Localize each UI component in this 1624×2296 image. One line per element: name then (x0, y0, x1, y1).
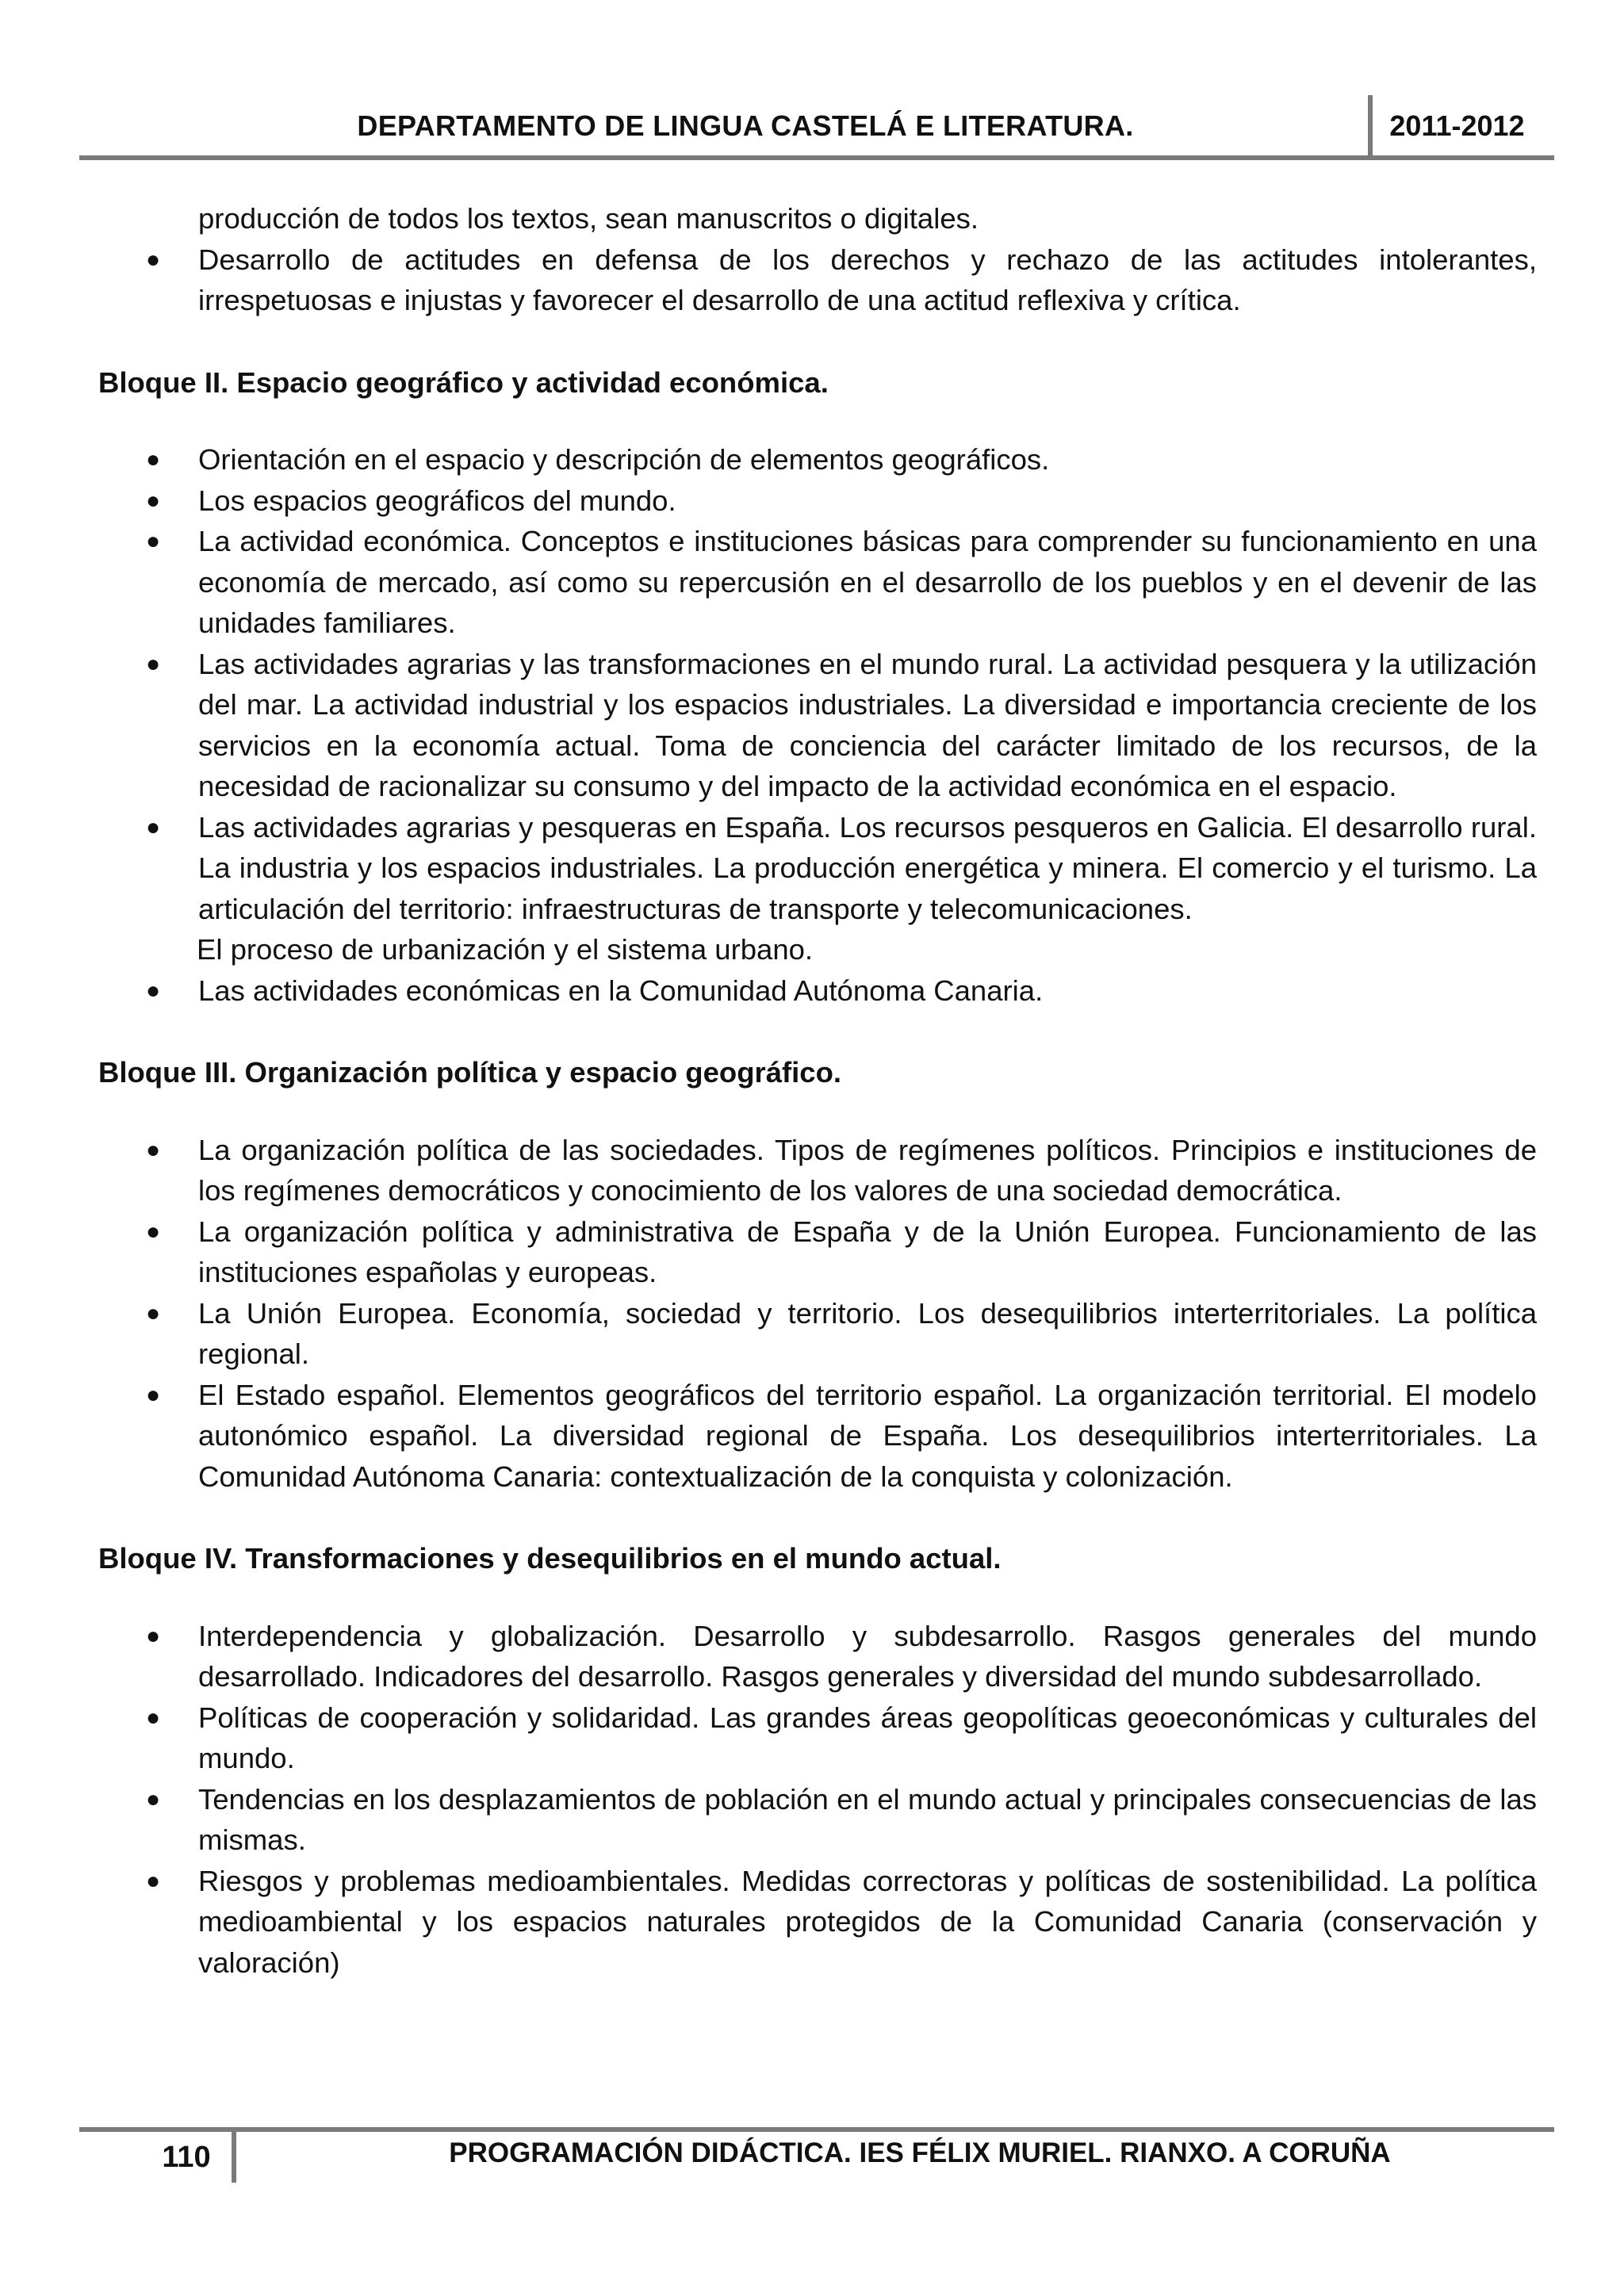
list-item: ● Las actividades económicas en la Comunidad Autónoma Canaria. (98, 970, 1537, 1012)
page-number: 110 (162, 2141, 211, 2174)
bloque-4-list (98, 1616, 1537, 1984)
list-item: ● Tendencias en los desplazamientos de población en el mundo actual y principales consecuencias de las mismas. (98, 1779, 1537, 1861)
bullet-icon: ● (146, 1299, 161, 1326)
page-header-title: DEPARTAMENTO DE LINGUA CASTELÁ E LITERATURA. (357, 109, 1134, 142)
extra-line: El proceso de urbanización y el sistema urbano. (197, 933, 814, 966)
section-heading-bloque-2: Bloque II. Espacio geográfico y actividad económica. (98, 365, 829, 399)
bullet-icon: ● (146, 813, 161, 840)
header-rule (79, 155, 1554, 160)
footer-rule (79, 2127, 1554, 2132)
section-heading-bloque-3: Bloque III. Organización política y espacio geográfico. (98, 1056, 842, 1089)
list-item: ● Las actividades agrarias y pesqueras en España. Los recursos pesqueros en Galicia. El desarrollo rural. La industria y los espacios industriales. La producción energética y minera. El comercio y el turismo. La articulación del territorio: infraestructuras de transporte y telecomunicaciones. (98, 807, 1537, 930)
document-body (98, 198, 1537, 1983)
continued-text: producción de todos los textos, sean manuscritos o digitales. (198, 202, 979, 235)
bullet-icon: ● (146, 1622, 161, 1649)
bullet-icon: ● (146, 650, 161, 677)
header-divider-vertical (1368, 95, 1373, 159)
list-item: ● Desarrollo de actitudes en defensa de los derechos y rechazo de las actitudes intolerantes, irrespetuosas e injustas y favorecer el desarrollo de una actitud reflexiva y crítica. (98, 239, 1537, 321)
list-item: ● Interdependencia y globalización. Desarrollo y subdesarrollo. Rasgos generales del mundo desarrollado. Indicadores del desarrollo. Rasgos generales y diversidad del mundo subdesarrollado. (98, 1616, 1537, 1697)
list-item: ● La organización política de las sociedades. Tipos de regímenes políticos. Principios e instituciones de los regímenes democráticos y conocimiento de los valores de una sociedad democrática. (98, 1130, 1537, 1211)
list-item: ● Políticas de cooperación y solidaridad. Las grandes áreas geopolíticas geoeconómicas y culturales del mundo. (98, 1697, 1537, 1779)
bullet-icon: ● (146, 246, 161, 273)
bullet-icon: ● (146, 1136, 161, 1163)
list-item: ● Las actividades agrarias y las transformaciones en el mundo rural. La actividad pesquera y la utilización del mar. La actividad industrial y los espacios industriales. La diversidad e importancia creciente de los servicios en la economía actual. Toma de conciencia del carácter limitado de los recursos, de la necesidad de racionalizar su consumo y del impacto de la actividad económica en el espacio. (98, 644, 1537, 807)
list-item: ● La organización política y administrativa de España y de la Unión Europea. Funcionamiento de las instituciones españolas y europeas. (98, 1211, 1537, 1293)
bullet-icon: ● (146, 487, 161, 514)
bullet-icon: ● (146, 1218, 161, 1245)
bullet-icon: ● (146, 1785, 161, 1812)
list-item: ● El Estado español. Elementos geográficos del territorio español. La organización territorial. El modelo autonómico español. La diversidad regional de España. Los desequilibrios interterritoriales. La Comunidad Autónoma Canaria: contextualización de la conquista y colonización. (98, 1375, 1537, 1498)
section-heading-bloque-4: Bloque IV. Transformaciones y desequilibrios en el mundo actual. (98, 1542, 1002, 1575)
bullet-icon: ● (146, 1867, 161, 1894)
page-header-year: 2011-2012 (1389, 109, 1525, 142)
bloque-2-list (98, 439, 1537, 929)
list-item: ● Orientación en el espacio y descripción de elementos geográficos. (98, 439, 1537, 480)
footer-divider-vertical (232, 2127, 236, 2183)
bullet-icon: ● (146, 977, 161, 1004)
list-item: ● Los espacios geográficos del mundo. (98, 480, 1537, 522)
bullet-icon: ● (146, 446, 161, 473)
list-item: ● Riesgos y problemas medioambientales. Medidas correctoras y políticas de sostenibilidad. La política medioambiental y los espacios naturales protegidos de la Comunidad Canaria (conservación y valoración) (98, 1861, 1537, 1984)
list-item: ● La Unión Europea. Economía, sociedad y territorio. Los desequilibrios interterritoriales. La política regional. (98, 1293, 1537, 1375)
bloque-3-list (98, 1130, 1537, 1498)
bullet-icon: ● (146, 1381, 161, 1408)
bullet-icon: ● (146, 1704, 161, 1731)
intro-list (98, 239, 1537, 321)
bullet-icon: ● (146, 528, 161, 554)
bloque-2-list-end (98, 970, 1537, 1012)
footer-text: PROGRAMACIÓN DIDÁCTICA. IES FÉLIX MURIEL. RIANXO. A CORUÑA (449, 2137, 1391, 2168)
list-item: ● La actividad económica. Conceptos e instituciones básicas para comprender su funcionamiento en una economía de mercado, así como su repercusión en el desarrollo de los pueblos y en el devenir de las unidades familiares. (98, 521, 1537, 644)
